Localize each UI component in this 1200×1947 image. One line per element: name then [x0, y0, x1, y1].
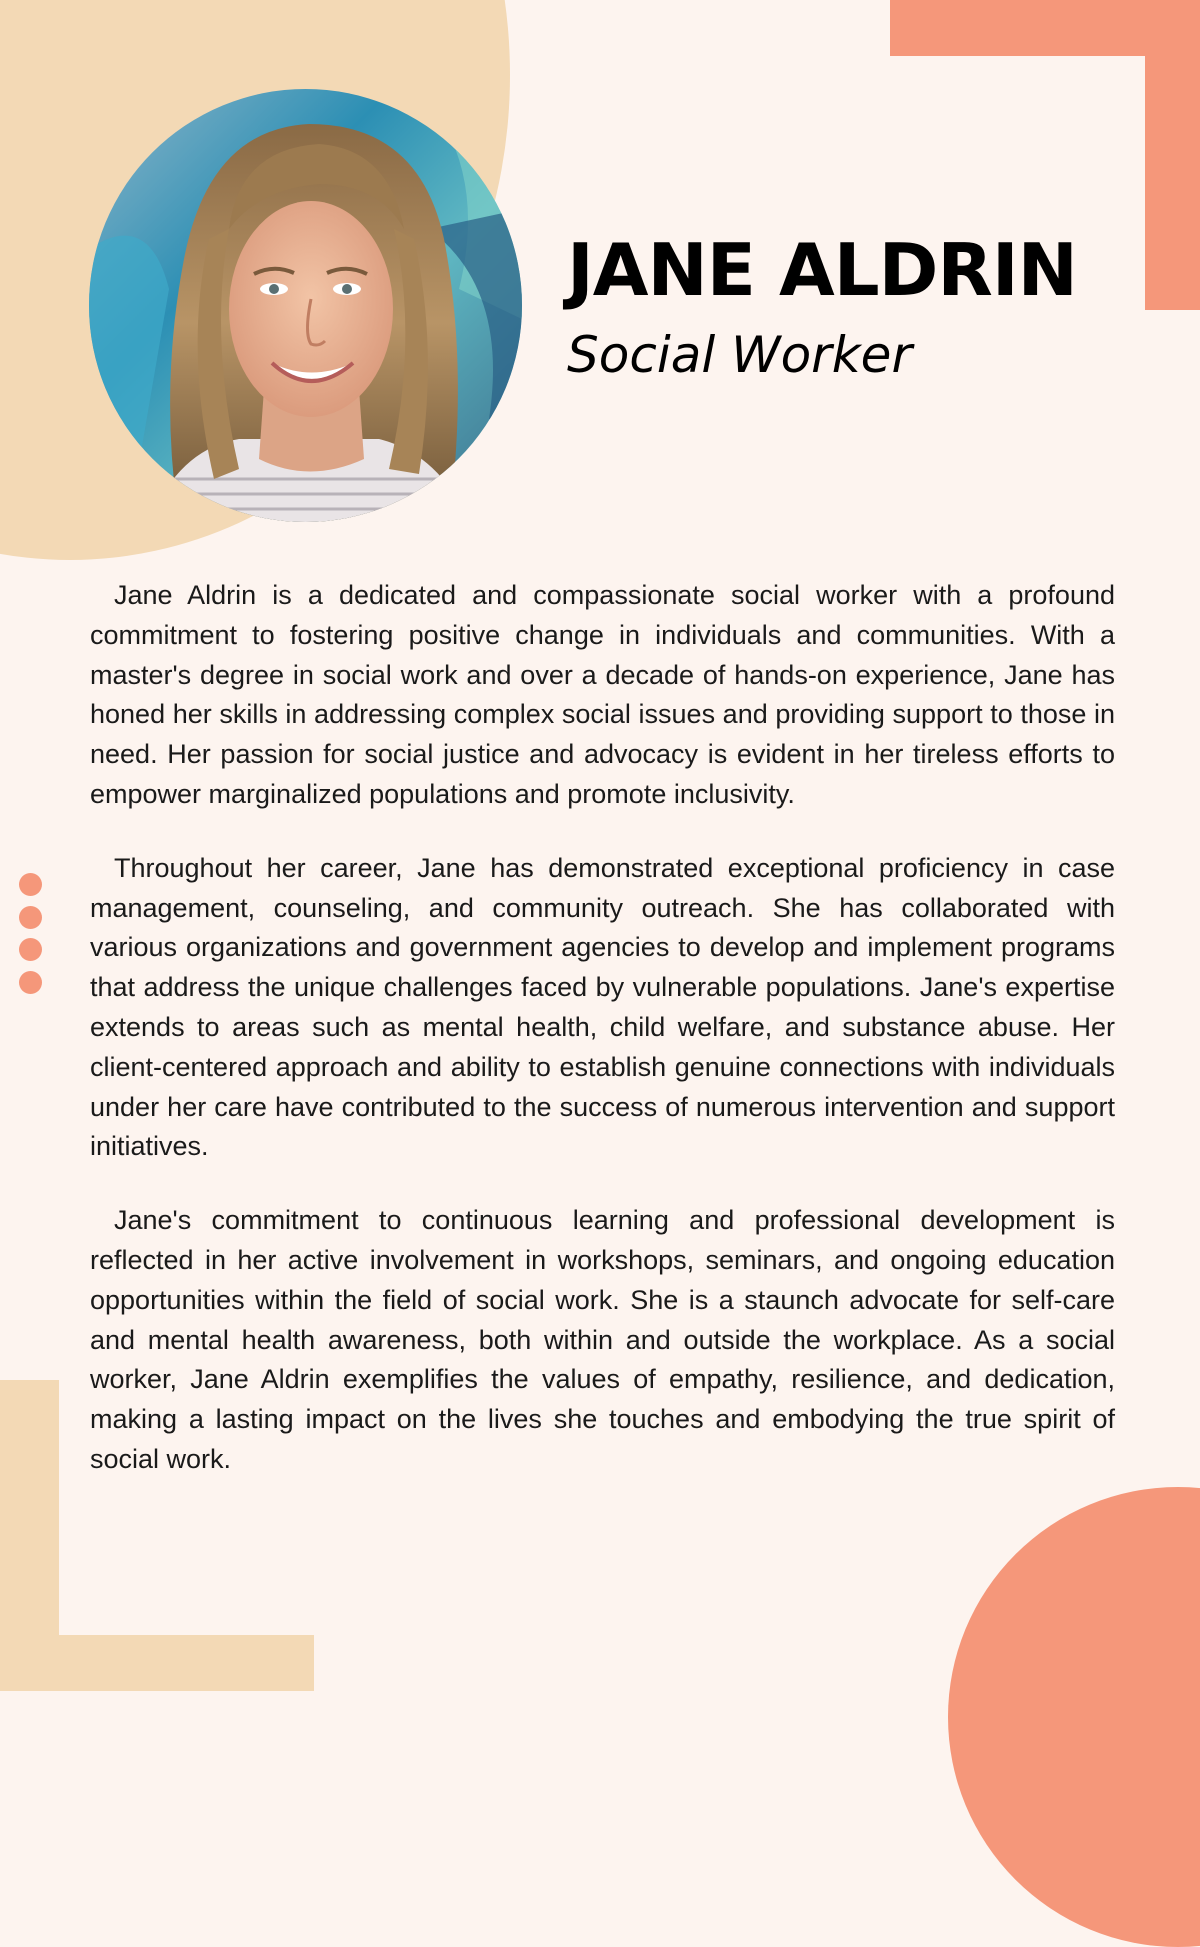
job-title: Social Worker [567, 326, 912, 384]
bio-paragraph: Jane's commitment to continuous learning and professional development is reflected in her active involvement in workshops, seminars, and ongoing education opportunities within the field of social work. She is a staunch advocate for self-care and mental health awareness, both within and outside the workplace. As a social worker, Jane Aldrin exemplifies the values of empathy, resilience, and dedication, making a lasting impact on the lives she touches and embodying the true spirit of social work. [90, 1205, 1115, 1474]
decorative-dots [19, 873, 43, 1003]
person-name: JANE ALDRIN [567, 228, 1077, 312]
dot [19, 938, 42, 961]
portrait-illustration [89, 89, 522, 522]
bio-paragraph: Throughout her career, Jane has demonstrated exceptional proficiency in case management, counseling, and community outreach. She has collaborated with various organizations and government agencies to develop and implement programs that address the unique challenges faced by vulnerable populations. Jane's expertise extends to areas such as mental health, child welfare, and substance abuse. Her client-centered approach and ability to establish genuine connections with individuals under her care have contributed to the success of numerous intervention and support initiatives. [90, 852, 1115, 1162]
dot [19, 873, 42, 896]
decorative-coral-circle [948, 1487, 1200, 1947]
biography [90, 576, 1115, 1514]
profile-photo [89, 89, 522, 522]
bio-paragraph: Jane Aldrin is a dedicated and compassionate social worker with a profound commitment to fostering positive change in individuals and communities. With a master's degree in social work and over a decade of hands-on experience, Jane has honed her skills in addressing complex social issues and providing support to those in need. Her passion for social justice and advocacy is evident in her tireless efforts to empower marginalized populations and promote inclusivity. [90, 580, 1115, 809]
dot [19, 971, 42, 994]
dot [19, 906, 42, 929]
